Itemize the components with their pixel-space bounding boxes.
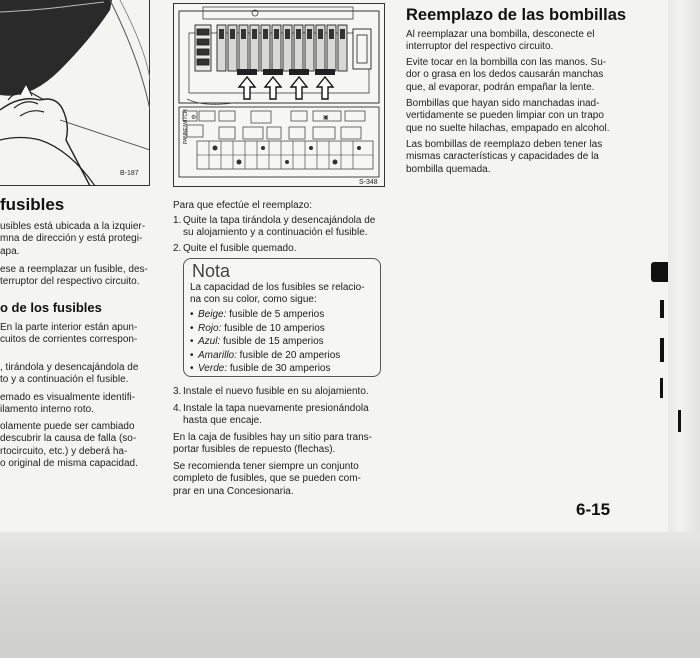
list-item: • Verde: fusible de 30 amperios <box>190 363 331 374</box>
recommendation-paragraph: Se recomienda tener siempre un conjunto completo de fusibles, que se pueden com- prar en una Concesionaria. <box>173 461 361 497</box>
steps-list-bottom <box>173 386 369 428</box>
bulbs-paragraph-2: Evite tocar en la bombilla con las manos. Su- dor o grasa en los dedos causarán manchas que, al evaporar, podrán empañar la lente. <box>406 57 607 93</box>
step-1: 1. Quite la tapa tirándola y desencajándola de su alojamiento y a continuación el fusible. <box>173 215 376 239</box>
edge-mark <box>660 338 664 362</box>
left-paragraph-5: emado es visualmente identifi- ilamento interno roto. <box>0 392 136 416</box>
left-paragraph-4: , tirándola y desencajándola de to y a continuación el fusible. <box>0 362 139 386</box>
section-heading-bulbs: Reemplazo de las bombillas <box>406 6 627 24</box>
replacement-intro: Para que efectúe el reemplazo: <box>173 200 312 211</box>
svg-text:▣: ▣ <box>323 115 329 121</box>
bulbs-paragraph-3: Bombillas que hayan sido manchadas inad- vertidamente se pueden limpiar con un trapo que no suelte hilachas, empapado en alcohol. <box>406 98 610 134</box>
step-4: 4. Instale la tapa nuevamente presionándola hasta que encaje. <box>173 403 369 427</box>
page-shadow <box>0 532 700 658</box>
list-item: • Azul: fusible de 15 amperios <box>190 336 324 347</box>
figure-code: B-187 <box>120 170 139 177</box>
note-title: Nota <box>192 261 231 281</box>
spare-fuses-paragraph: En la caja de fusibles hay un sitio para trans- portar fusibles de repuesto (flechas). <box>173 432 372 456</box>
note-box <box>183 258 381 377</box>
list-item: • Rojo: fusible de 10 amperios <box>190 322 325 334</box>
steps-list-top <box>173 215 375 256</box>
subheading-fuse-replacement: o de los fusibles <box>0 300 102 315</box>
edge-mark <box>678 410 681 432</box>
figure-code: S-348 <box>359 179 378 186</box>
step-2: 2. Quite el fusible quemado. <box>173 243 297 255</box>
glovebox-illustration <box>0 0 150 186</box>
bulbs-paragraph-1: Al reemplazar una bombilla, desconecte el interruptor del respectivo circuito. <box>406 29 595 53</box>
left-paragraph-3: En la parte interior están apun- cuitos de corrientes correspon- <box>0 322 138 346</box>
edge-mark <box>660 300 664 318</box>
list-item: • Beige: fusible de 5 amperios <box>190 309 325 320</box>
page-edge <box>668 0 700 532</box>
svg-text:⚙: ⚙ <box>191 115 197 121</box>
left-paragraph-6: olamente puede ser cambiado descubrir la causa de falla (so- rtocircuito, etc.) y deberá ha- o original de misma capacidad. <box>0 421 138 470</box>
thumb-tab-mark <box>651 262 668 282</box>
fuse-box-label-a: PANNE/WITCH <box>183 109 189 144</box>
left-paragraph-1: usibles está ubicada a la izquier- mna de dirección y está protegi- apa. <box>0 221 146 257</box>
section-heading-fuses: fusibles <box>0 195 65 214</box>
bulbs-paragraph-4: Las bombillas de reemplazo deben tener las mismas características y capacidades de la bombilla quemada. <box>406 139 603 175</box>
list-item: • Amarillo: fusible de 20 amperios <box>190 349 341 361</box>
step-3: 3. Instale el nuevo fusible en su alojamiento. <box>173 386 369 397</box>
fuse-color-list <box>190 308 340 376</box>
note-intro: La capacidad de los fusibles se relacio- na con su color, como sigue: <box>190 282 365 306</box>
page-number: 6-15 <box>576 500 611 519</box>
edge-mark <box>660 378 663 398</box>
left-paragraph-2: ese a reemplazar un fusible, des- terruptor del respectivo circuito. <box>0 264 148 288</box>
fuse-box-diagram <box>173 3 385 189</box>
